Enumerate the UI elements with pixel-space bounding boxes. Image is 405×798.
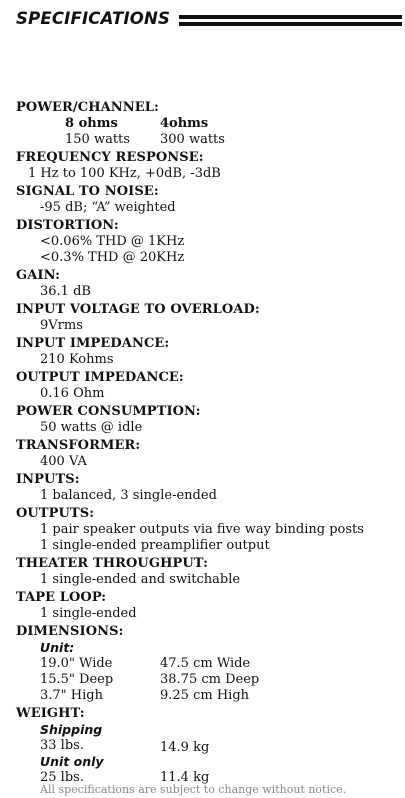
gain-heading: GAIN: bbox=[16, 268, 60, 283]
outputs-line1: 1 pair speaker outputs via five way binding posts bbox=[40, 522, 364, 537]
power-col1-head: 8 ohms bbox=[65, 116, 118, 131]
power-col1-value: 150 watts bbox=[65, 132, 130, 147]
outputs-line2: 1 single-ended preamplifier output bbox=[40, 538, 270, 553]
overload-heading: INPUT VOLTAGE TO OVERLOAD: bbox=[16, 302, 260, 317]
power-col2-head: 4ohms bbox=[160, 116, 209, 131]
consumption-value: 50 watts @ idle bbox=[40, 420, 143, 435]
input-impedance-heading: INPUT IMPEDANCE: bbox=[16, 336, 170, 351]
dimension-height-metric: 9.25 cm High bbox=[160, 688, 250, 703]
header-rule-bottom bbox=[179, 22, 402, 26]
weight-unit-label: Unit only bbox=[40, 754, 104, 769]
inputs-value: 1 balanced, 3 single-ended bbox=[40, 488, 217, 503]
dimensions-heading: DIMENSIONS: bbox=[16, 624, 124, 639]
output-impedance-value: 0.16 Ohm bbox=[40, 386, 105, 401]
dimension-width-imperial: 19.0" Wide bbox=[40, 656, 113, 671]
inputs-heading: INPUTS: bbox=[16, 472, 80, 487]
snr-heading: SIGNAL TO NOISE: bbox=[16, 184, 159, 199]
freq-heading: FREQUENCY RESPONSE: bbox=[16, 150, 204, 165]
transformer-value: 400 VA bbox=[40, 454, 87, 469]
gain-value: 36.1 dB bbox=[40, 284, 91, 299]
dimensions-unit-label: Unit: bbox=[40, 640, 75, 655]
tape-value: 1 single-ended bbox=[40, 606, 137, 621]
power-heading: POWER/CHANNEL: bbox=[16, 100, 159, 115]
dimension-height-imperial: 3.7" High bbox=[40, 688, 103, 703]
theater-heading: THEATER THROUGHPUT: bbox=[16, 556, 208, 571]
weight-unit-lbs: 25 lbs. bbox=[40, 770, 84, 785]
spec-footnote: All specifications are subject to change without notice. bbox=[40, 783, 347, 796]
freq-value: 1 Hz to 100 KHz, +0dB, -3dB bbox=[28, 166, 221, 181]
page-title: SPECIFICATIONS bbox=[16, 9, 171, 28]
dimension-depth-metric: 38.75 cm Deep bbox=[160, 672, 260, 687]
power-col2-value: 300 watts bbox=[160, 132, 225, 147]
overload-value: 9Vrms bbox=[40, 318, 83, 333]
output-impedance-heading: OUTPUT IMPEDANCE: bbox=[16, 370, 184, 385]
weight-heading: WEIGHT: bbox=[16, 706, 85, 721]
distortion-line2: <0.3% THD @ 20KHz bbox=[40, 250, 185, 265]
weight-shipping-label: Shipping bbox=[40, 722, 103, 737]
weight-shipping-kg: 14.9 kg bbox=[160, 740, 210, 755]
weight-unit-kg: 11.4 kg bbox=[160, 770, 210, 785]
transformer-heading: TRANSFORMER: bbox=[16, 438, 141, 453]
header-rule-top bbox=[179, 15, 402, 19]
distortion-line1: <0.06% THD @ 1KHz bbox=[40, 234, 185, 249]
theater-value: 1 single-ended and switchable bbox=[40, 572, 241, 587]
distortion-heading: DISTORTION: bbox=[16, 218, 119, 233]
dimension-width-metric: 47.5 cm Wide bbox=[160, 656, 251, 671]
outputs-heading: OUTPUTS: bbox=[16, 506, 95, 521]
input-impedance-value: 210 Kohms bbox=[40, 352, 114, 367]
dimension-depth-imperial: 15.5" Deep bbox=[40, 672, 114, 687]
tape-heading: TAPE LOOP: bbox=[16, 590, 107, 605]
spec-header bbox=[16, 9, 402, 31]
consumption-heading: POWER CONSUMPTION: bbox=[16, 404, 201, 419]
weight-shipping-lbs: 33 lbs. bbox=[40, 738, 84, 753]
snr-value: -95 dB; “A” weighted bbox=[40, 200, 176, 215]
